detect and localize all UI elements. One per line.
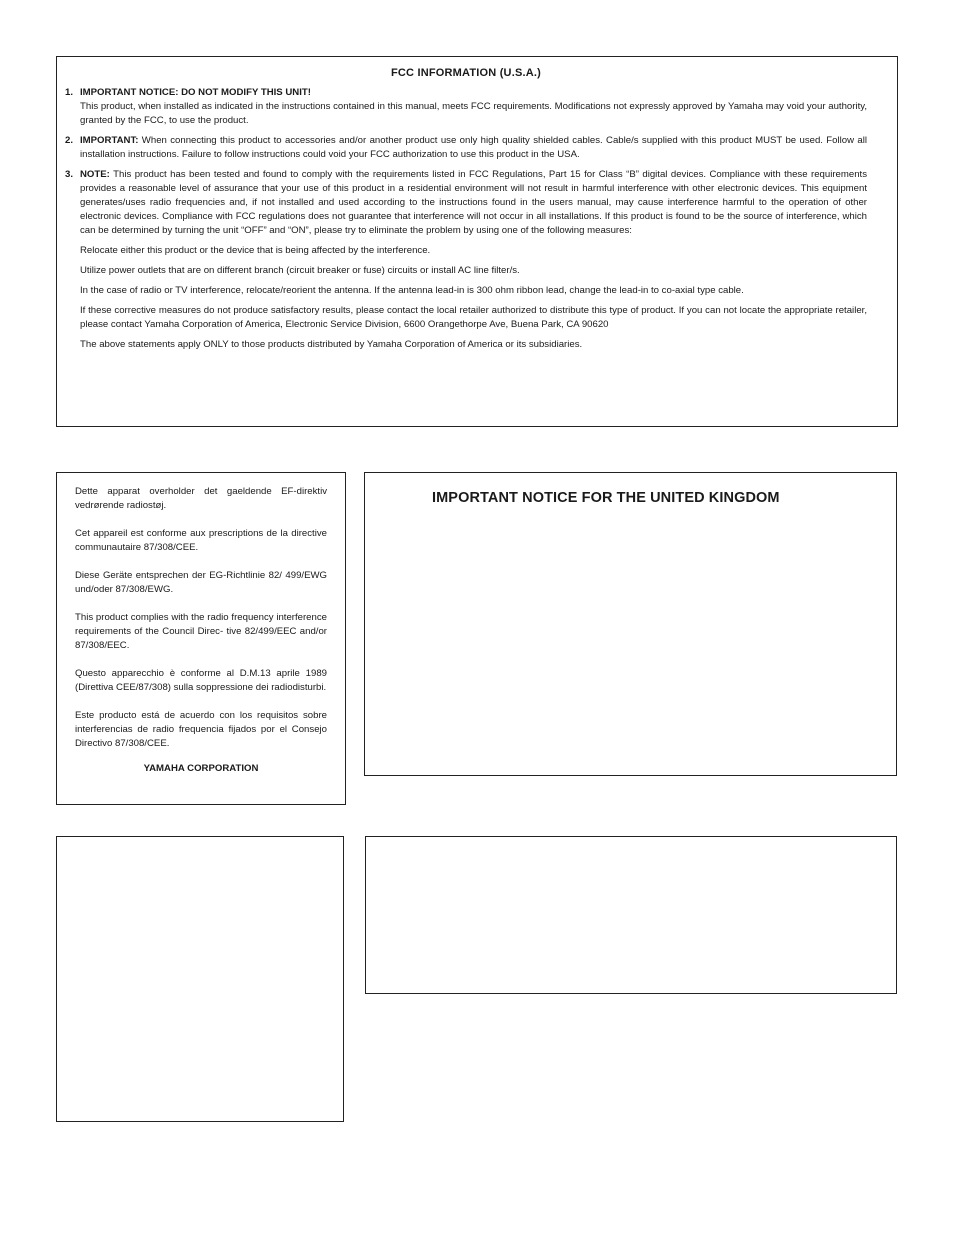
fcc-title: FCC INFORMATION (U.S.A.) (390, 67, 542, 79)
eu-paragraph-french: Cet appareil est conforme aux prescriptions de la directive communautaire 87/308/CEE. (75, 528, 327, 553)
fcc-item-lead: IMPORTANT: (80, 135, 139, 146)
fcc-measure-paragraph: If these corrective measures do not produce satisfactory results, please contact the local retailer authorized to distribute this type of product. If you can not locate the appropriate retailer, please contact Yamaha Corporation of America, Electronic Service Division, 6600 Orangethorpe Ave, Buena Park, CA 90620 (80, 305, 867, 330)
eu-paragraph-english: This product complies with the radio frequency interference requirements of the Council Direc- tive 82/499/EEC and/or 87/308/EEC. (75, 612, 327, 651)
blank-box-right (365, 836, 897, 994)
uk-notice-box (364, 472, 897, 776)
fcc-item-lead: NOTE: (80, 169, 110, 180)
fcc-measure-paragraph: Relocate either this product or the device that is being affected by the interference. (80, 245, 431, 256)
fcc-measure-paragraph: Utilize power outlets that are on different branch (circuit breaker or fuse) circuits or install AC line filter/s. (80, 265, 520, 276)
fcc-information-box (56, 56, 898, 427)
eu-paragraph-german: Diese Geräte entsprechen der EG-Richtlinie 82/ 499/EWG und/oder 87/308/EWG. (75, 570, 327, 595)
eu-paragraph-danish: Dette apparat overholder det gaeldende EF-direktiv vedrørende radiostøj. (75, 486, 327, 511)
fcc-item-text: When connecting this product to accessories and/or another product use only high quality shielded cables. Cable/s supplied with this product MUST be used. Follow all installation instructions. Failure to follow instructions could void your FCC authorization to use this product in the USA. (80, 135, 867, 160)
fcc-item-3 (65, 168, 867, 238)
uk-notice-title: IMPORTANT NOTICE FOR THE UNITED KINGDOM (432, 490, 780, 506)
fcc-closing-paragraph: The above statements apply ONLY to those products distributed by Yamaha Corporation of America or its subsidiaries. (80, 339, 583, 350)
fcc-item-text: This product, when installed as indicated in the instructions contained in this manual, meets FCC requirements. Modifications not expressly approved by Yamaha may void your authority, granted by the FCC, to use the product. (80, 101, 867, 126)
fcc-item-number: 3. (65, 169, 74, 180)
fcc-measure-paragraph: In the case of radio or TV interference, relocate/reorient the antenna. If the antenna lead-in is 300 ohm ribbon lead, change the lead-in to co-axial type cable. (80, 285, 744, 296)
eu-paragraph-italian: Questo apparecchio è conforme al D.M.13 aprile 1989 (Direttiva CEE/87/308) sulla soppressione dei radiodisturbi. (75, 668, 327, 693)
eu-paragraph-spanish: Este producto está de acuerdo con los requisitos sobre interferencias de radio frequencia fijados por el Consejo Directivo 87/308/CEE. (75, 710, 327, 749)
fcc-item-number: 2. (65, 135, 74, 146)
fcc-item-text: This product has been tested and found to comply with the requirements listed in FCC Regulations, Part 15 for Class “B” digital devices. Compliance with these requirements provides a reasonable level of assurance that your use of this product in a residential environment will not result in harmful interference with other electronic devices. This equipment generates/uses radio frequencies and, if not installed and used according to the instructions found in the users manual, may cause interference harmful to the operation of other electronic devices. Compliance with FCC regulations does not guarantee that interference will not occur in all installations. If this product is found to be the source of interference, which can be determined by turning the unit “OFF” and “ON”, please try to eliminate the problem by using one of the following measures: (80, 169, 867, 236)
fcc-item-2 (65, 134, 867, 162)
eu-compliance-box (56, 472, 346, 805)
fcc-item-number: 1. (65, 87, 74, 98)
fcc-item-lead: IMPORTANT NOTICE: DO NOT MODIFY THIS UNIT! (80, 87, 311, 98)
yamaha-corporation-label: YAMAHA CORPORATION (143, 763, 259, 774)
blank-box-left (56, 836, 344, 1122)
fcc-item-1 (65, 86, 867, 128)
